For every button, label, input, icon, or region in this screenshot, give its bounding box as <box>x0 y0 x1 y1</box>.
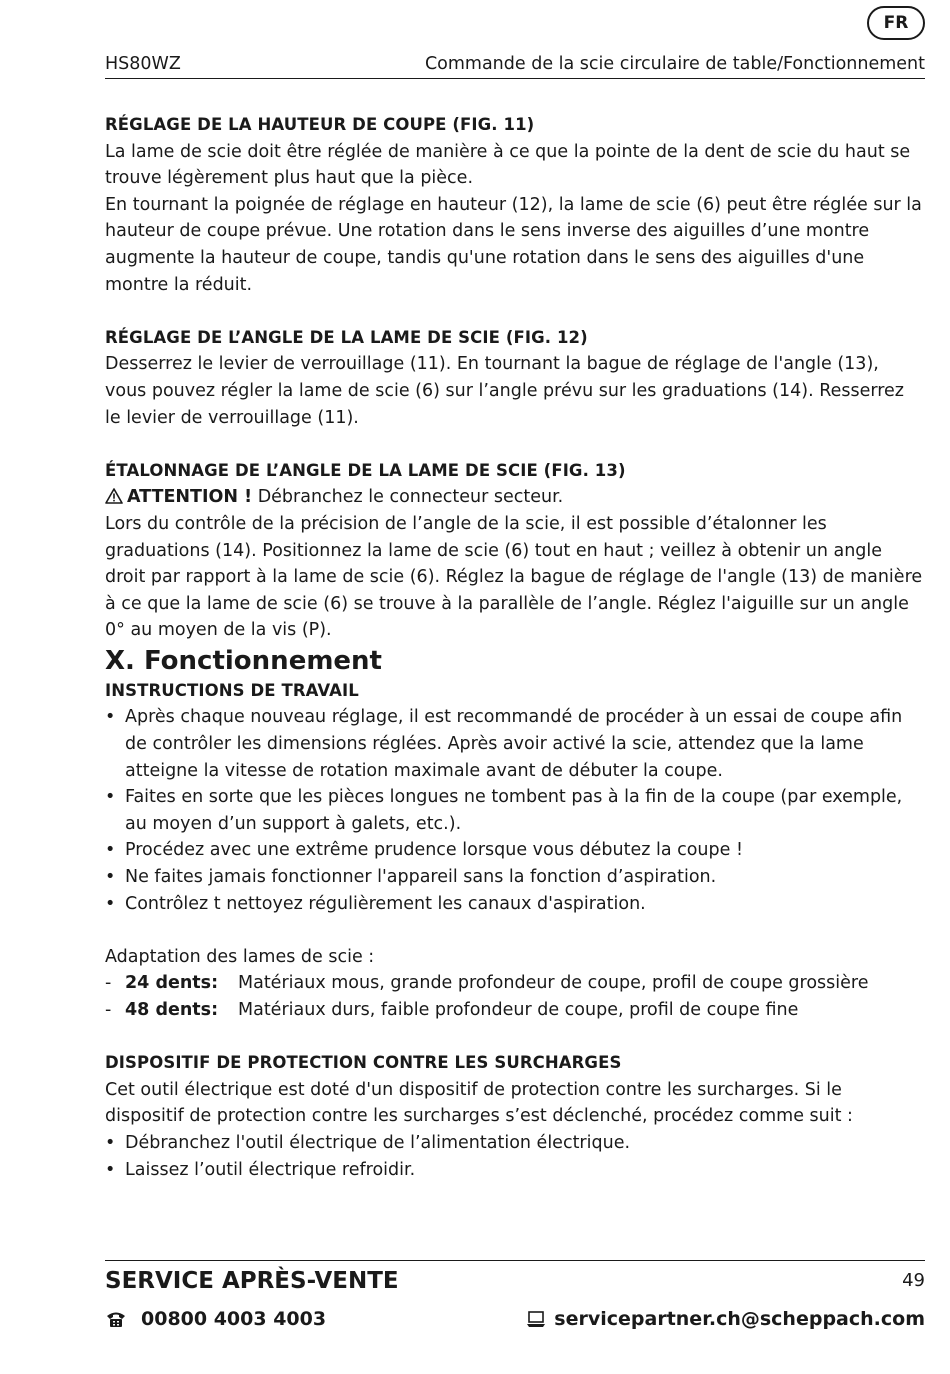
footer-divider <box>105 1260 925 1261</box>
blade-teeth-count: 24 dents: <box>125 973 219 994</box>
computer-icon <box>526 1310 546 1328</box>
warning-triangle-icon <box>105 488 123 504</box>
section-heading-overload-protection: DISPOSITIF DE PROTECTION CONTRE LES SURCHARGES <box>105 1053 622 1073</box>
paragraph: La lame de scie doit être réglée de manière à ce que la pointe de la dent de scie du haut se trouve légèrement plus haut que la pièce. <box>105 141 911 189</box>
list-item: • Contrôlez t nettoyez régulièrement les canaux d'aspiration. <box>105 891 925 918</box>
language-badge: FR <box>867 6 925 40</box>
service-phone <box>105 1306 326 1332</box>
blade-teeth-count: 48 dents: <box>125 1000 219 1020</box>
section-heading-blade-angle: RÉGLAGE DE L’ANGLE DE LA LAME DE SCIE (FIG. 12) <box>105 327 588 347</box>
overload-steps-list <box>105 1130 925 1183</box>
blade-use-description: Matériaux durs, faible profondeur de coupe, profil de coupe fine <box>238 1000 799 1020</box>
warning-line <box>105 484 925 511</box>
bullet: • <box>105 1132 116 1153</box>
bullet: • <box>105 840 116 861</box>
phone-icon <box>105 1310 127 1328</box>
warning-label: ATTENTION ! <box>127 487 253 508</box>
section-heading-angle-calibration: ÉTALONNAGE DE L’ANGLE DE LA LAME DE SCIE (FIG. 13) <box>105 460 626 480</box>
paragraph: Lors du contrôle de la précision de l’angle de la scie, il est possible d’étalonner les graduations (14). Positionnez la lame de scie (6) tout en haut ; veillez à obtenir un angle droit par rapport à la lame de scie (6). Réglez la bague de réglage de l'angle (13) de manière à ce que la lame de scie (6) se trouve à la parallèle de l’angle. Réglez l'aiguille sur un angle 0° au moyen de la vis (P). <box>105 513 923 641</box>
paragraph: Desserrez le levier de verrouillage (11). En tournant la bague de réglage de l'angle (13), vous pouvez régler la lame de scie (6) sur l’angle prévu sur les graduations (14). Resserrez le levier de verrouillage (11). <box>105 354 904 428</box>
service-email <box>526 1306 925 1332</box>
bullet: • <box>105 867 116 888</box>
blade-use-description: Matériaux mous, grande profondeur de coupe, profil de coupe grossière <box>238 973 869 994</box>
list-item: • Débranchez l'outil électrique de l’alimentation électrique. <box>105 1130 925 1157</box>
page-header <box>105 52 925 79</box>
section-heading-work-instructions: INSTRUCTIONS DE TRAVAIL <box>105 680 359 700</box>
work-instructions-list <box>105 704 925 917</box>
bullet: • <box>105 1159 116 1180</box>
list-item: • Faites en sorte que les pièces longues ne tombent pas à la fin de la coupe (par exemple, au moyen d’un support à galets, etc.). <box>105 784 925 837</box>
blade-adaptation-row: - 24 dents: Matériaux mous, grande profondeur de coupe, profil de coupe grossière <box>105 970 925 997</box>
paragraph: En tournant la poignée de réglage en hauteur (12), la lame de scie (6) peut être réglée sur la hauteur de coupe prévue. Une rotation dans le sens inverse des aiguilles d’une montre augmente la hauteur de coupe, tandis qu'une rotation dans le sens des aiguilles d'une montre la réduit. <box>105 194 922 295</box>
list-item: • Après chaque nouveau réglage, il est recommandé de procéder à un essai de coupe afin de contrôler les dimensions réglées. Après avoir activé la scie, attendez que la lame atteigne la vitesse de rotation maximale avant de débuter la coupe. <box>105 704 925 784</box>
list-item: • Laissez l’outil électrique refroidir. <box>105 1157 925 1184</box>
page-number: 49 <box>902 1270 925 1291</box>
bullet: • <box>105 707 116 728</box>
chapter-heading-operation: X. Fonctionnement <box>105 645 382 676</box>
page-content <box>105 112 925 1183</box>
list-item: • Procédez avec une extrême prudence lorsque vous débutez la coupe ! <box>105 837 925 864</box>
section-heading-cut-height: RÉGLAGE DE LA HAUTEUR DE COUPE (FIG. 11) <box>105 115 535 134</box>
list-item: • Ne faites jamais fonctionner l'appareil sans la fonction d’aspiration. <box>105 864 925 891</box>
paragraph: Cet outil électrique est doté d'un dispositif de protection contre les surcharges. Si le dispositif de protection contre les surcharges s’est déclenché, procédez comme suit : <box>105 1079 853 1127</box>
bullet: • <box>105 893 116 914</box>
email-address[interactable]: servicepartner.ch@scheppach.com <box>554 1308 925 1330</box>
blade-adaptation-intro: Adaptation des lames de scie : <box>105 946 375 967</box>
warning-text: Débranchez le connecteur secteur. <box>257 487 564 508</box>
blade-adaptation-row: - 48 dents: Matériaux durs, faible profondeur de coupe, profil de coupe fine <box>105 997 925 1024</box>
chapter-title: Commande de la scie circulaire de table/Fonctionnement <box>424 54 925 74</box>
model-name: HS80WZ <box>105 54 181 74</box>
service-heading: SERVICE APRÈS-VENTE <box>105 1268 399 1294</box>
bullet: • <box>105 787 116 808</box>
phone-number[interactable]: 00800 4003 4003 <box>141 1308 327 1330</box>
